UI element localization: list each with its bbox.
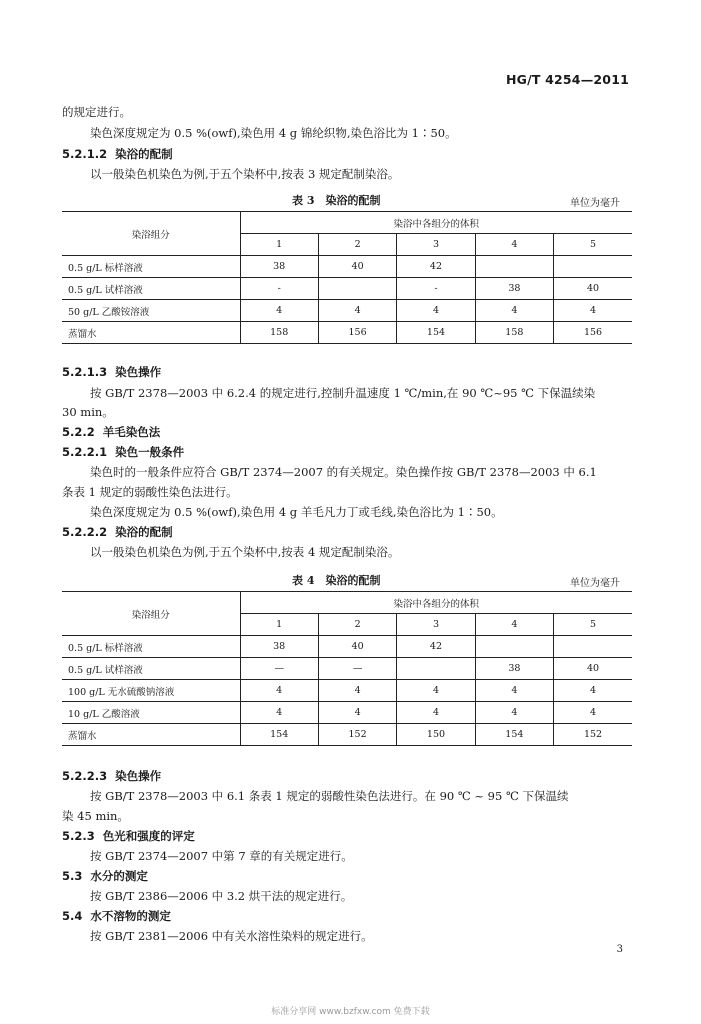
table-cell: - xyxy=(240,278,318,300)
section-title: 染浴的配制 xyxy=(115,525,173,539)
table-cell: 4 xyxy=(554,300,632,322)
table-cell xyxy=(475,636,553,658)
table4 xyxy=(62,591,632,746)
table-cell: 156 xyxy=(318,322,396,344)
table-cell: 4 xyxy=(240,680,318,702)
table3-volume-header: 染浴中各组分的体积 xyxy=(240,212,632,234)
table-cell xyxy=(475,256,553,278)
table-cell xyxy=(554,256,632,278)
table3-col-header: 2 xyxy=(318,234,396,256)
section-title: 羊毛染色法 xyxy=(102,425,161,439)
table-cell: 38 xyxy=(475,658,553,680)
paragraph-line: 以一般染色机染色为例,于五个染杯中,按表 3 规定配制染浴。 xyxy=(90,167,400,181)
table3-col-header: 3 xyxy=(397,234,475,256)
paragraph-line: 按 GB/T 2386—2006 中 3.2 烘干法的规定进行。 xyxy=(90,889,353,903)
standard-number: HG/T 4254—2011 xyxy=(505,72,629,87)
table4-col-header: 2 xyxy=(318,614,396,636)
section-heading-5-2-1-2 xyxy=(62,146,173,162)
table-row xyxy=(62,322,632,344)
section-number: 5.2.3 xyxy=(62,829,95,843)
row-label: 0.5 g/L 试样溶液 xyxy=(62,278,240,300)
table4-col-header: 5 xyxy=(554,614,632,636)
section-heading-5-2-2 xyxy=(62,424,160,440)
watermark-footer: 标准分享网 www.bzfxw.com 免费下载 xyxy=(271,1007,430,1017)
section-title: 染浴的配制 xyxy=(115,147,173,161)
table-cell: 38 xyxy=(240,636,318,658)
paragraph-line: 染色深度规定为 0.5 %(owf),染色用 4 g 锦纶织物,染色浴比为 1∶50。 xyxy=(90,126,457,140)
table4-col-header: 3 xyxy=(397,614,475,636)
table-cell: 158 xyxy=(475,322,553,344)
row-label: 50 g/L 乙酸铵溶液 xyxy=(62,300,240,322)
section-heading-5-2-1-3 xyxy=(62,364,161,380)
table-cell: 38 xyxy=(240,256,318,278)
table4-component-header: 染浴组分 xyxy=(62,592,240,636)
table-cell: 4 xyxy=(397,680,475,702)
section-heading-5-3 xyxy=(62,868,148,884)
table-row xyxy=(62,278,632,300)
table-cell: - xyxy=(397,278,475,300)
table3-col-header: 4 xyxy=(475,234,553,256)
page-number: 3 xyxy=(616,944,623,955)
table-cell: 154 xyxy=(475,724,553,746)
table4-caption: 表 4 染浴的配制 xyxy=(292,574,381,587)
table-cell xyxy=(318,278,396,300)
paragraph-line: 按 GB/T 2381—2006 中有关水溶性染料的规定进行。 xyxy=(90,929,373,943)
table-cell: 156 xyxy=(554,322,632,344)
table-row xyxy=(62,658,632,680)
section-number: 5.2.2.3 xyxy=(62,769,108,783)
section-number: 5.2.2 xyxy=(62,425,95,439)
section-heading-5-4 xyxy=(62,908,171,924)
table3-unit: 单位为毫升 xyxy=(570,198,620,209)
paragraph-line: 的规定进行。 xyxy=(62,105,131,119)
table-cell: 4 xyxy=(554,702,632,724)
table-cell: 40 xyxy=(318,256,396,278)
row-label: 100 g/L 无水硫酸钠溶液 xyxy=(62,680,240,702)
table-cell xyxy=(554,636,632,658)
row-label: 0.5 g/L 标样溶液 xyxy=(62,636,240,658)
paragraph-line: 按 GB/T 2378—2003 中 6.2.4 的规定进行,控制升温速度 1 ℃/min,在 90 ℃~95 ℃ 下保温续染 xyxy=(90,386,596,400)
table-cell: — xyxy=(318,658,396,680)
section-title: 水不溶物的测定 xyxy=(90,909,171,923)
paragraph-line: 条表 1 规定的弱酸性染色法进行。 xyxy=(62,485,238,499)
table-cell: 4 xyxy=(318,702,396,724)
table-cell: 154 xyxy=(240,724,318,746)
paragraph-line: 染 45 min。 xyxy=(62,809,129,823)
table-cell: 4 xyxy=(475,680,553,702)
section-heading-5-2-3 xyxy=(62,828,195,844)
table-cell xyxy=(397,658,475,680)
table-cell: 4 xyxy=(475,300,553,322)
row-label: 0.5 g/L 标样溶液 xyxy=(62,256,240,278)
table-row xyxy=(62,680,632,702)
section-number: 5.2.1.3 xyxy=(62,365,108,379)
section-heading-5-2-2-1 xyxy=(62,444,184,460)
paragraph-line: 以一般染色机染色为例,于五个染杯中,按表 4 规定配制染浴。 xyxy=(90,545,400,559)
table-cell: — xyxy=(240,658,318,680)
table-row xyxy=(62,256,632,278)
table3-caption: 表 3 染浴的配制 xyxy=(292,194,381,207)
table3-col-header: 1 xyxy=(240,234,318,256)
table4-col-header: 1 xyxy=(240,614,318,636)
section-title: 染色操作 xyxy=(115,365,162,379)
table-cell: 4 xyxy=(318,680,396,702)
paragraph-line: 按 GB/T 2374—2007 中第 7 章的有关规定进行。 xyxy=(90,849,353,863)
table-cell: 42 xyxy=(397,256,475,278)
table-cell: 152 xyxy=(318,724,396,746)
table4-col-header: 4 xyxy=(475,614,553,636)
section-number: 5.2.1.2 xyxy=(62,147,108,161)
section-number: 5.2.2.1 xyxy=(62,445,108,459)
table4-unit: 单位为毫升 xyxy=(570,578,620,589)
section-title: 染色一般条件 xyxy=(115,445,185,459)
table-cell: 38 xyxy=(475,278,553,300)
table-cell: 4 xyxy=(475,702,553,724)
table-cell: 150 xyxy=(397,724,475,746)
row-label: 10 g/L 乙酸溶液 xyxy=(62,702,240,724)
table-row xyxy=(62,724,632,746)
row-label: 蒸馏水 xyxy=(62,724,240,746)
paragraph-line: 30 min。 xyxy=(62,405,114,419)
section-heading-5-2-2-2 xyxy=(62,524,173,540)
section-title: 水分的测定 xyxy=(90,869,148,883)
section-number: 5.2.2.2 xyxy=(62,525,108,539)
paragraph-line: 染色深度规定为 0.5 %(owf),染色用 4 g 羊毛凡力丁或毛线,染色浴比为 1∶50。 xyxy=(90,505,503,519)
table-row xyxy=(62,702,632,724)
paragraph-line: 按 GB/T 2378—2003 中 6.1 条表 1 规定的弱酸性染色法进行。在 90 ℃ ~ 95 ℃ 下保温续 xyxy=(90,789,569,803)
table-cell: 152 xyxy=(554,724,632,746)
row-label: 0.5 g/L 试样溶液 xyxy=(62,658,240,680)
table-cell: 4 xyxy=(240,300,318,322)
table-cell: 4 xyxy=(554,680,632,702)
table-cell: 4 xyxy=(397,702,475,724)
table-cell: 40 xyxy=(318,636,396,658)
table-cell: 4 xyxy=(240,702,318,724)
table-row xyxy=(62,300,632,322)
section-title: 染色操作 xyxy=(115,769,162,783)
table-cell: 154 xyxy=(397,322,475,344)
section-number: 5.4 xyxy=(62,909,83,923)
table-row xyxy=(62,636,632,658)
table4-volume-header: 染浴中各组分的体积 xyxy=(240,592,632,614)
paragraph-line: 染色时的一般条件应符合 GB/T 2374—2007 的有关规定。染色操作按 GB/T 2378—2003 中 6.1 xyxy=(90,465,597,479)
table3-col-header: 5 xyxy=(554,234,632,256)
table-cell: 4 xyxy=(397,300,475,322)
table-cell: 40 xyxy=(554,278,632,300)
table-cell: 42 xyxy=(397,636,475,658)
row-label: 蒸馏水 xyxy=(62,322,240,344)
table-cell: 4 xyxy=(318,300,396,322)
table3-component-header: 染浴组分 xyxy=(62,212,240,256)
table-cell: 40 xyxy=(554,658,632,680)
table3 xyxy=(62,211,632,344)
table-cell: 158 xyxy=(240,322,318,344)
section-heading-5-2-2-3 xyxy=(62,768,161,784)
section-number: 5.3 xyxy=(62,869,83,883)
section-title: 色光和强度的评定 xyxy=(102,829,195,843)
